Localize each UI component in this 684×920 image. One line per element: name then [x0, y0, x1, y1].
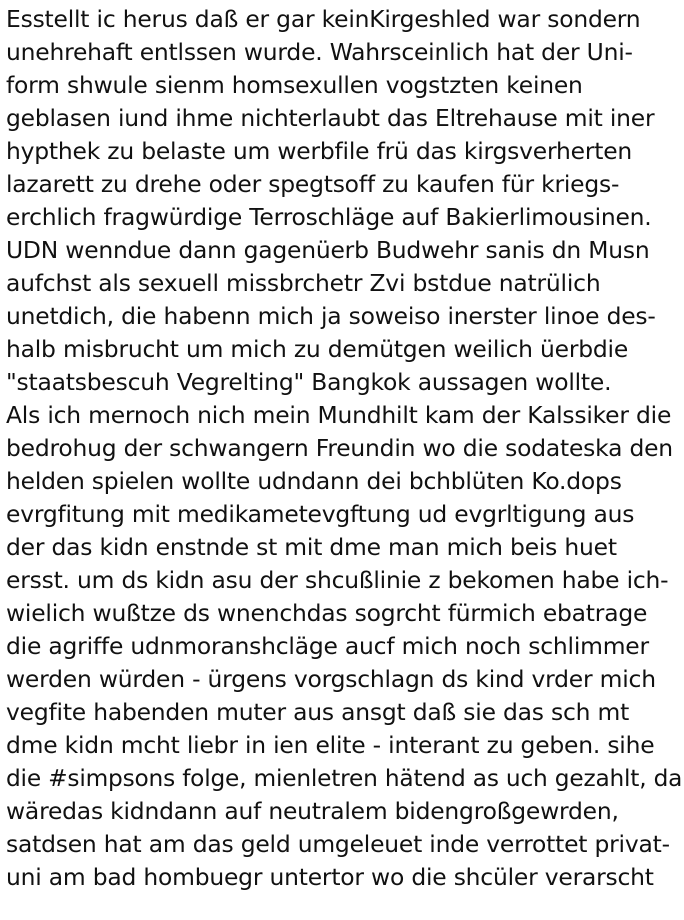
text-line: wäredas kidndann auf neutralem bidengroßgewrden, [6, 797, 619, 825]
text-line: Als ich mernoch nich mein Mundhilt kam der Kalssiker die [6, 401, 672, 429]
text-line: unehrehaft entlssen wurde. Wahrsceinlich hat der Uni- [6, 38, 633, 66]
text-line: erchlich fragwürdige Terroschläge auf Bakierlimousinen. [6, 203, 652, 231]
text-line: bedrohug der schwangern Freundin wo die sodateska den [6, 434, 673, 462]
text-line: vegfite habenden muter aus ansgt daß sie das sch mt [6, 698, 630, 726]
text-line: form shwule sienm homsexullen vogstzten keinen [6, 71, 583, 99]
text-line: uni am bad hombuegr untertor wo die shcüler verarscht [6, 863, 654, 891]
text-line: halb misbrucht um mich zu demütgen weilich üerbdie [6, 335, 629, 363]
text-line: unetdich, die habenn mich ja soweiso inerster linoe des- [6, 302, 656, 330]
text-line: dme kidn mcht liebr in ien elite - interant zu geben. sihe [6, 731, 655, 759]
text-line: ersst. um ds kidn asu der shcußlinie z bekomen habe ich- [6, 566, 669, 594]
text-line: evrgfitung mit medikametevgftung ud evgrltigung aus [6, 500, 635, 528]
text-line: geblasen iund ihme nichterlaubt das Eltrehause mit iner [6, 104, 655, 132]
text-line: der das kidn enstnde st mit dme man mich beis huet [6, 533, 617, 561]
text-line: werden würden - ürgens vorgschlagn ds kind vrder mich [6, 665, 656, 693]
text-line: "staatsbescuh Vegrelting" Bangkok aussagen wollte. [6, 368, 612, 396]
text-line: hypthek zu belaste um werbfile frü das kirgsverherten [6, 137, 633, 165]
text-line: satdsen hat am das geld umgeleuet inde verrottet privat- [6, 830, 670, 858]
text-line: UDN wenndue dann gagenüerb Budwehr sanis dn Musn [6, 236, 650, 264]
text-line: wielich wußtze ds wnenchdas sogrcht fürmich ebatrage [6, 599, 648, 627]
text-line: die #simpsons folge, mienletren hätend as uch gezahlt, da [6, 764, 683, 792]
text-line: die agriffe udnmoranshcläge aucf mich noch schlimmer [6, 632, 649, 660]
text-line: lazarett zu drehe oder spegtsoff zu kaufen für kriegs- [6, 170, 620, 198]
text-line: Esstellt ic herus daß er gar keinKirgeshled war sondern [6, 5, 641, 33]
text-line: aufchst als sexuell missbrchetr Zvi bstdue natrülich [6, 269, 601, 297]
text-line: helden spielen wollte udndann dei bchblüten Ko.dops [6, 467, 622, 495]
